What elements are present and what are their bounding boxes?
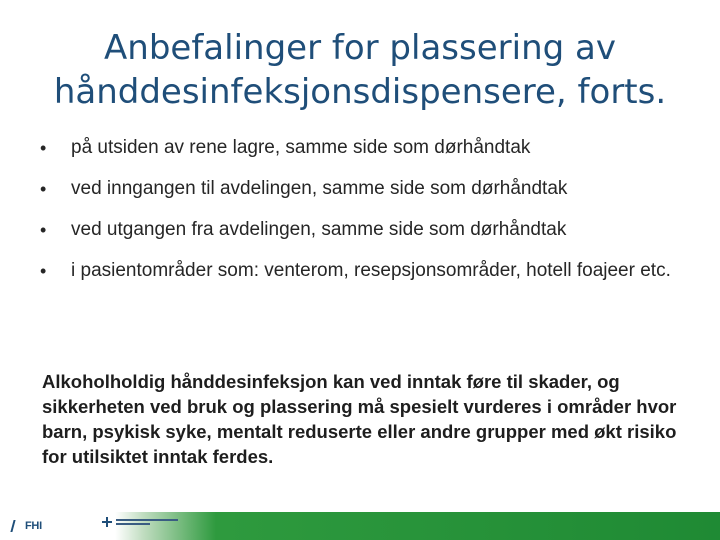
fhi-logo [12,516,58,536]
bullet-text: på utsiden av rene lagre, samme side som dørhåndtak [71,137,531,158]
bullet-item [40,136,690,160]
fhi-logo-text: FHI [25,520,42,532]
cross-icon [102,517,112,527]
bullet-icon: • [40,220,47,240]
bullet-text: ved inngangen til avdelingen, samme side som dørhåndtak [71,178,568,199]
partner-logo [102,517,178,527]
bullet-text: ved utgangen fra avdelingen, samme side som dørhåndtak [71,219,567,240]
warning-note: Alkoholholdig hånddesinfeksjon kan ved inntak føre til skader, og sikkerheten ved bruk og plassering må spesielt vurderes i områder hvor barn, psykisk syke, mentalt reduserte eller andre grupper med økt risiko for utilsiktet inntak ferdes. [42,371,677,467]
bullet-item [40,218,690,242]
bullet-item [40,259,690,283]
bullet-icon: • [40,138,47,158]
bullet-icon: • [40,179,47,199]
logo-line [116,519,178,521]
bullet-list [40,136,690,300]
partner-logo-lines [116,519,178,525]
fhi-mark-icon [10,520,23,532]
bullet-text: i pasientområder som: venterom, resepsjonsområder, hotell foajeer etc. [71,260,671,281]
bullet-icon: • [40,261,47,281]
bullet-item [40,177,690,201]
slide-title: Anbefalinger for plassering av hånddesinfeksjonsdispensere, forts. [53,28,667,112]
logo-line [116,523,150,525]
